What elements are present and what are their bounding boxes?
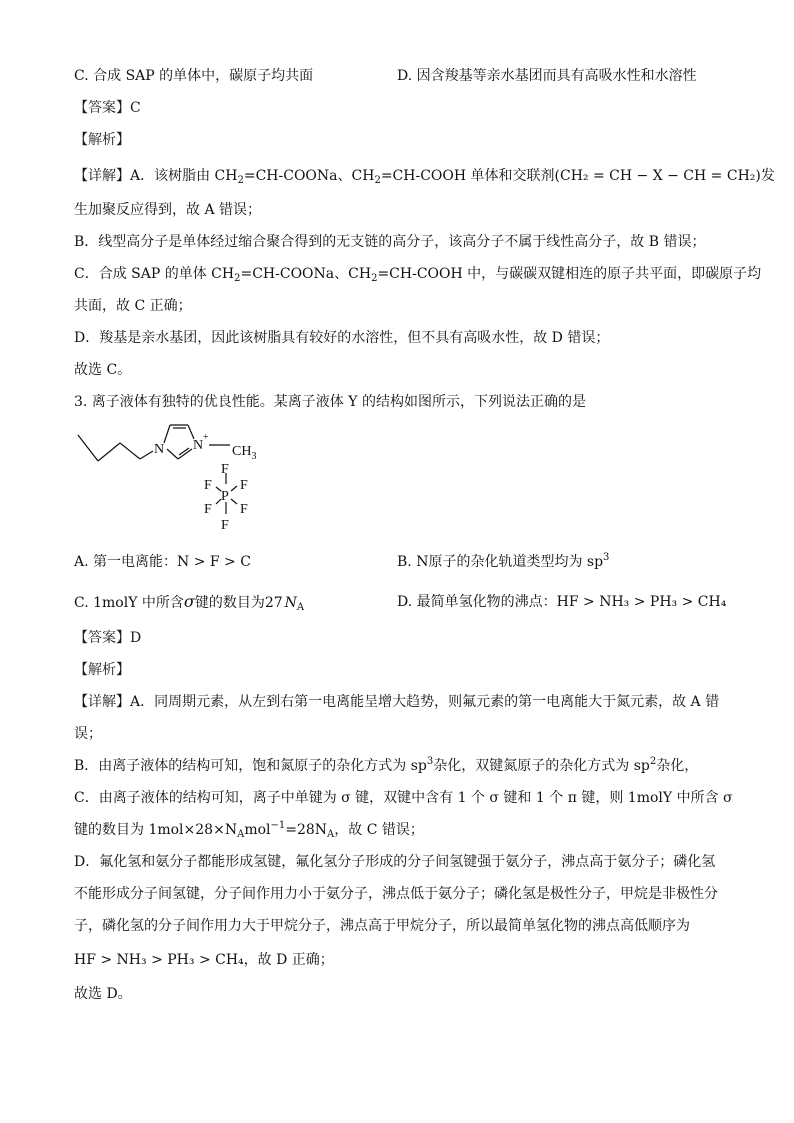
structure-p: P xyxy=(221,489,229,504)
structure-f-lower-right: F xyxy=(240,502,248,517)
q3-detail-d-line1: D．氟化氢和氨分子都能形成氢键，氟化氢分子形成的分子间氢键强于氨分子，沸点高于氨分子；磷化氢 xyxy=(74,854,716,870)
q3-option-b: B. N原子的杂化轨道类型均为 $sp^3$ xyxy=(397,552,610,570)
q2-answer: 【答案】C xyxy=(74,100,141,116)
q2-detail-d: D．羧基是亲水基团，因此该树脂具有较好的水溶性，但不具有高吸水性，故 D 错误； xyxy=(74,330,610,346)
structure-f-upper-left: F xyxy=(204,478,212,493)
crosslinker-formula: (CH₂ = CH − X − CH = CH₂) xyxy=(554,168,761,184)
q2-option-d: D. 因含羧基等亲水基团而具有高吸水性和水溶性 xyxy=(397,68,697,84)
ionic-liquid-structure xyxy=(74,415,294,533)
q3-detail-c-line1: C．由离子液体的结构可知，离子中单键为 σ 键，双键中含有 1 个 σ 键和 1 个 π 键，则 1molY 中所含 σ xyxy=(74,790,733,806)
q3-detail-a-line2: 误； xyxy=(74,726,102,742)
structure-ch3: $CH_3$ xyxy=(232,444,257,462)
q3-detail-c-line2: 键的数目为 $1mol\times 28\times N_Amol^{-1}=28N_A$，故 C 错误； xyxy=(74,820,424,840)
structure-plus: + xyxy=(203,432,209,443)
q2-detail-a-line2: 生加聚反应得到，故 A 错误； xyxy=(74,202,262,218)
structure-f-upper-right: F xyxy=(240,478,248,493)
q3-detail-b: B．由离子液体的结构可知，饱和氮原子的杂化方式为 $sp^3$杂化，双键氮原子的杂化方式为 $sp^2$杂化， xyxy=(74,756,699,774)
q2-detail-c-line1: C．合成 SAP 的单体 $CH_2=CH$-COONa、$CH_2=CH$-COOH 中，与碳碳双键相连的原子共平面，即碳原子均 xyxy=(74,266,762,284)
q3-stem: 3. 离子液体有独特的优良性能。某离子液体 Y 的结构如图所示，下列说法正确的是 xyxy=(74,394,586,410)
q2-option-c: C. 合成 SAP 的单体中，碳原子均共面 xyxy=(74,68,314,84)
q3-answer: 【答案】D xyxy=(74,630,142,646)
q3-analysis-heading: 【解析】 xyxy=(74,662,130,678)
q2-detail-b: B．线型高分子是单体经过缩合聚合得到的无支链的高分子，该高分子不属于线性高分子，故 B 错误； xyxy=(74,234,706,250)
q3-detail-d-line3: 子，磷化氢的分子间作用力大于甲烷分子，沸点高于甲烷分子，所以最简单氢化物的沸点高低顺序为 xyxy=(74,918,690,934)
q3-detail-d-line4: HF > NH₃ > PH₃ > CH₄，故 D 正确； xyxy=(74,952,334,968)
q2-detail-a-line1: 【详解】A．该树脂由 $CH_2=CH$-COONa、$CH_2=CH$-COOH 单体和交联剂(CH₂ = CH − X − CH = CH₂)发 xyxy=(74,168,775,186)
q2-detail-c-line2: 共面，故 C 正确； xyxy=(74,298,192,314)
q3-detail-a-line1: 【详解】A．同周期元素，从左到右第一电离能呈增大趋势，则氟元素的第一电离能大于氮元素，故 A 错 xyxy=(74,694,720,710)
structure-f-top: F xyxy=(221,462,229,477)
structure-n-right: N xyxy=(193,438,204,453)
q3-detail-d-line2: 不能形成分子间氢键，分子间作用力小于氨分子，沸点低于氨分子；磷化氢是极性分子，甲烷是非极性分 xyxy=(74,886,718,902)
q2-analysis-heading: 【解析】 xyxy=(74,132,130,148)
structure-n-left: N xyxy=(154,442,165,457)
q3-option-d: D. 最简单氢化物的沸点：HF > NH₃ > PH₃ > CH₄ xyxy=(397,594,727,610)
q2-choose: 故选 C。 xyxy=(74,362,132,378)
q3-choose: 故选 D。 xyxy=(74,986,132,1002)
q3-option-a: A. 第一电离能：N > F > C xyxy=(74,554,251,570)
structure-f-lower-left: F xyxy=(204,502,212,517)
structure-f-bottom: F xyxy=(221,518,229,533)
q3-option-c: C. 1molY 中所含σ键的数目为27 $N_A$ xyxy=(74,592,305,613)
